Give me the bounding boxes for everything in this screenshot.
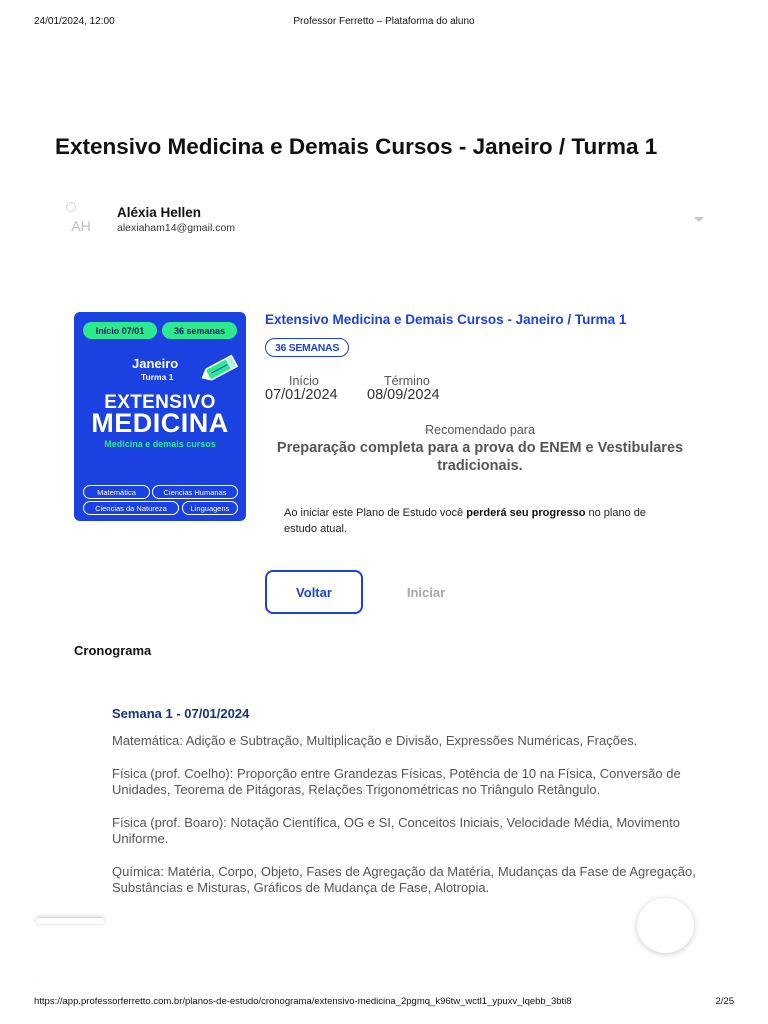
start-button[interactable]: Iniciar [385,570,467,614]
warning-prefix: Ao iniciar este Plano de Estudo você [284,507,467,519]
floating-side-handle[interactable] [36,918,104,924]
card-subtitle: Medicina e demais cursos [104,439,216,449]
schedule-list [112,706,702,928]
end-date: 08/09/2024 [367,387,440,403]
card-tag: Ciencias da Natureza [83,501,179,515]
user-menu[interactable] [55,200,710,244]
corner-mark-icon: · [35,975,37,981]
pencil-icon [198,352,244,384]
card-month: Janeiro [132,356,179,371]
card-tag: Matemática [83,485,150,499]
card-tag: Linguagens [182,501,238,515]
print-datetime: 24/01/2024, 12:00 [34,16,115,27]
recommended-text: Preparação completa para a prova do ENEM e Vestibulares tradicionais. [276,440,684,474]
avatar: AH [71,218,91,234]
start-label: Início [289,374,319,388]
topic-item: Química: Matéria, Corpo, Objeto, Fases de Agregação da Matéria, Mudanças da Fase de Agregação, Substâncias e Misturas, Gráficos de Mudança de Fase, Alotropia. [112,863,696,895]
warning-bold: perderá seu progresso [466,507,586,519]
print-url: https://app.professorferretto.com.br/planos-de-estudo/cronograma/extensivo-medicina_2pgmq_k96tw_wctl1_ypuxv_lqebb_3bti8 [34,996,572,1007]
topic-item: Física (prof. Coelho): Proporção entre Grandezas Físicas, Potência de 10 na Física, Conversão de Unidades, Teorema de Pitágoras, Relações Trigonométricas no Triângulo Retângulo. [112,765,681,797]
recommended-label: Recomendado para [425,423,535,437]
floating-action-button[interactable] [637,898,694,953]
user-email: alexiaham14@gmail.com [117,222,236,234]
print-footer [34,996,734,1010]
card-weeks-pill: 36 semanas [162,322,237,339]
back-button[interactable]: Voltar [265,570,363,614]
plan-title: Extensivo Medicina e Demais Cursos - Janeiro / Turma 1 [265,312,627,327]
end-label: Término [384,374,430,388]
card-title-line1: EXTENSIVO [104,392,216,413]
card-tag: Ciencias Humanas [152,485,238,499]
print-page-title: Professor Ferretto – Plataforma do aluno [293,16,475,27]
card-start-pill: Início 07/01 [83,322,157,339]
warning-suffix: no plano de estudo atual. [284,507,647,535]
chevron-down-icon[interactable] [694,217,704,222]
schedule-title: Cronograma [74,643,152,658]
print-page-number: 2/25 [715,996,734,1007]
card-class: Turma 1 [141,372,174,382]
user-name: Aléxia Hellen [117,205,202,220]
print-header [34,16,734,30]
card-title-line2: MEDICINA [91,408,229,438]
start-date: 07/01/2024 [265,387,338,403]
progress-warning [284,505,664,537]
weeks-badge: 36 SEMANAS [265,338,349,357]
course-card-image [74,312,246,521]
page-title: Extensivo Medicina e Demais Cursos - Janeiro / Turma 1 [55,134,658,159]
week-title: Semana 1 - 07/01/2024 [112,706,250,721]
topic-item: Matemática: Adição e Subtração, Multiplicação e Divisão, Expressões Numéricas, Frações. [112,733,638,748]
topic-item: Física (prof. Boaro): Notação Científica, OG e SI, Conceitos Iniciais, Velocidade Média, Movimento Uniforme. [112,814,680,846]
